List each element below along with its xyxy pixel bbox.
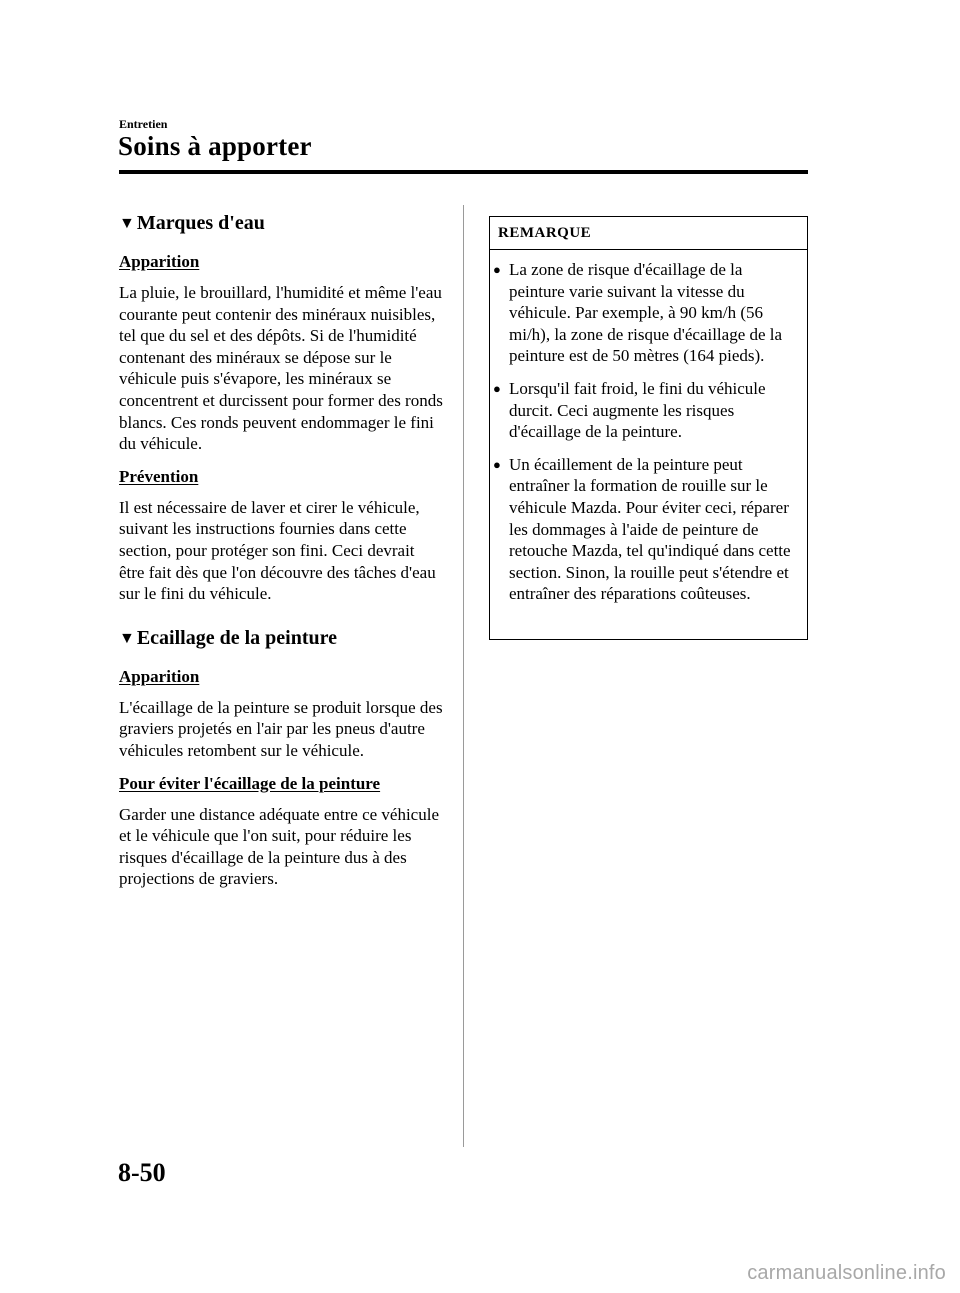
paint-chipping-avoid-label: Pour éviter l'écaillage de la peinture bbox=[119, 773, 381, 793]
page-title: Soins à apporter bbox=[118, 131, 312, 161]
note-item-text: Lorsqu'il fait froid, le fini du véhicule durcit. Ceci augmente les risques d'écaillage de la peinture. bbox=[509, 378, 766, 442]
paint-chipping-appearance-text: L'écaillage de la peinture se produit lorsque des graviers projetés en l'air par les pneus d'autre véhicules retombent sur le véhicule. bbox=[119, 697, 443, 760]
bullet-dot-icon: ● bbox=[493, 456, 501, 472]
paint-chipping-avoid-text: Garder une distance adéquate entre ce véhicule et le véhicule que l'on suit, pour réduire les risques d'écaillage de la peinture dus à des projections de graviers. bbox=[119, 804, 439, 889]
bullet-dot-icon: ● bbox=[493, 262, 501, 277]
paint-chipping-heading bbox=[119, 625, 444, 653]
paint-chipping-appearance-label: Apparition bbox=[119, 666, 200, 686]
note-box bbox=[489, 216, 808, 640]
note-item bbox=[490, 259, 801, 367]
title-rule bbox=[119, 170, 808, 174]
right-column bbox=[489, 216, 808, 640]
paint-chipping-heading-text: Ecaillage de la peinture bbox=[136, 626, 338, 649]
watermark: carmanualsonline.info bbox=[747, 1262, 946, 1284]
water-marks-heading bbox=[119, 210, 444, 238]
note-item-text: Un écaillement de la peinture peut entraîner la formation de rouille sur le véhicule Mazda. Pour éviter ceci, réparer les dommages à l'aide de peinture de retouche Mazda, tel qu'indiqué dans cette section. Sinon, la rouille peut s'étendre et entraîner des réparations coûteuses. bbox=[509, 454, 791, 604]
triangle-down-icon: ▼ bbox=[119, 215, 135, 232]
note-header: REMARQUE bbox=[490, 217, 807, 250]
water-marks-appearance-label: Apparition bbox=[119, 252, 200, 271]
water-marks-prevention-text: Il est nécessaire de laver et cirer le véhicule, suivant les instructions fournies dans cette section, pour protéger son fini. Ceci devrait être fait dès que l'on découvre des tâches d'eau sur le fini du véhicule. bbox=[119, 497, 436, 604]
note-item bbox=[490, 378, 801, 443]
page-number: 8-50 bbox=[118, 1158, 166, 1187]
water-marks-prevention-label: Prévention bbox=[119, 466, 199, 486]
water-marks-appearance-text: La pluie, le brouillard, l'humidité et même l'eau courante peut contenir des minéraux nuisibles, tel que du sel et des dépôts. Si de l'humidité contenant des minéraux se dépose sur le véhicule puis s'évapore, les minéraux se concentrent et durcissent pour former des ronds blancs. Ces ronds peuvent endommager le fini du véhicule. bbox=[119, 283, 443, 454]
bullet-dot-icon: ● bbox=[493, 380, 501, 396]
column-divider bbox=[463, 205, 464, 1147]
left-column bbox=[119, 210, 444, 890]
note-item bbox=[490, 454, 801, 605]
triangle-down-icon: ▼ bbox=[119, 629, 135, 647]
section-label: Entretien bbox=[119, 117, 168, 131]
note-item-text: La zone de risque d'écaillage de la peinture varie suivant la vitesse du véhicule. Par exemple, à 90 km/h (56 mi/h), la zone de risque d'écaillage de la peinture est de 50 mètres (164 pieds). bbox=[509, 260, 783, 366]
note-list bbox=[490, 250, 807, 605]
water-marks-heading-text: Marques d'eau bbox=[136, 212, 265, 234]
